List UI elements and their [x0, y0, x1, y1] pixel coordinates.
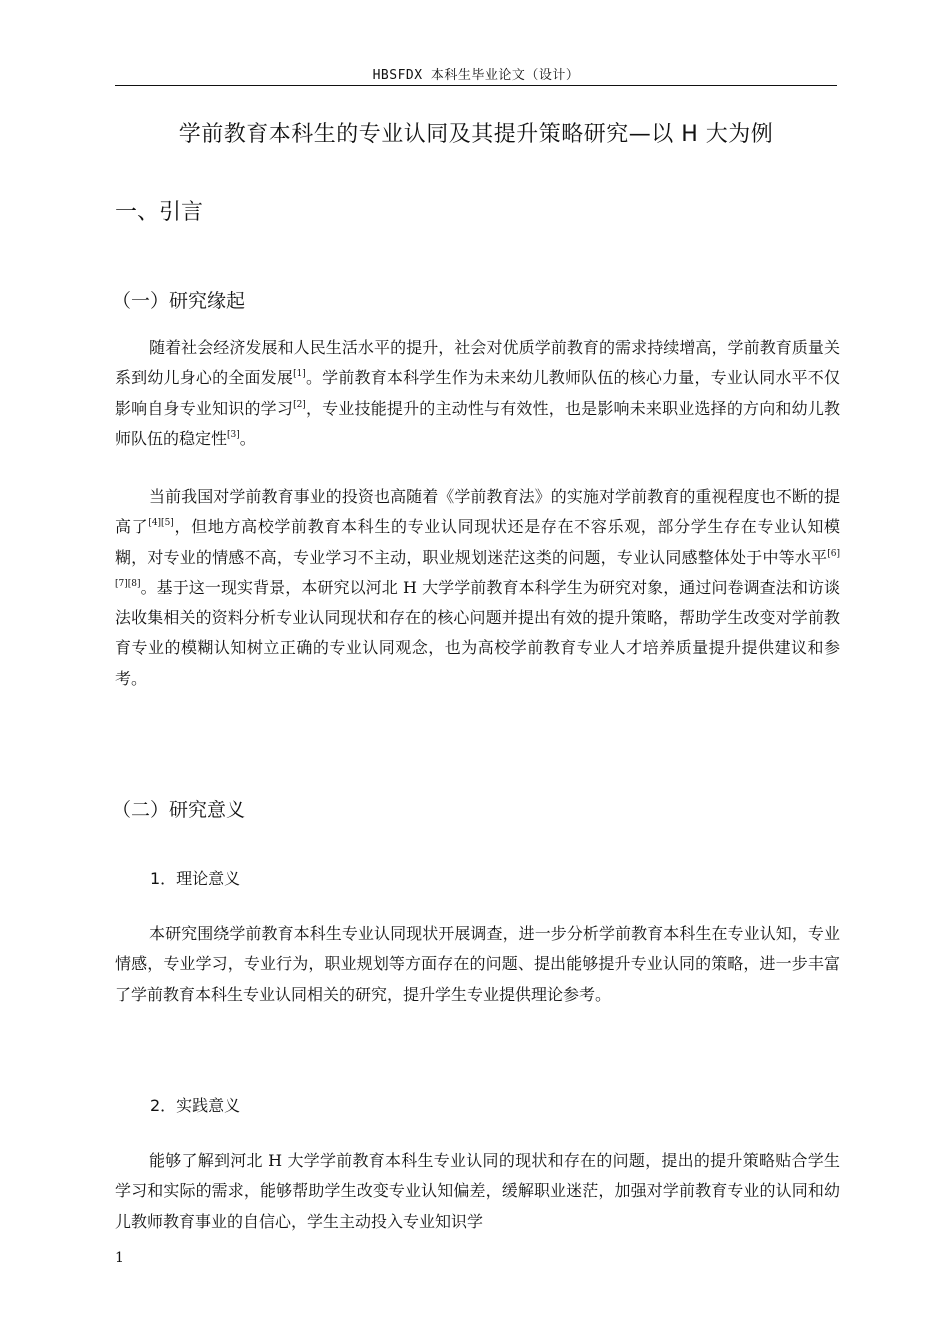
paragraph-text: ，专业技能提升的主动性与有效性，也是影响未来职业选择的方向和幼儿教师队伍的稳定性	[115, 398, 840, 448]
paragraph-text: 。	[239, 428, 256, 448]
page-number: 1	[115, 1250, 124, 1266]
paragraph-text: ，但地方高校学前教育本科生的专业认同现状还是存在不容乐观，部分学生存在专业认知模糊，对专业的情感不高，专业学习不主动，职业规划迷茫这类的问题，专业认同感整体处于中等水平	[115, 517, 840, 567]
citation-ref: [1]	[293, 369, 306, 380]
paragraph-theoretical: 本研究围绕学前教育本科生专业认同现状开展调查，进一步分析学前教育本科生在专业认知，专业情感，专业学习，专业行为，职业规划等方面存在的问题、提出能够提升专业认同的策略，进一步丰富了学前教育本科生专业认同相关的研究，提升学生专业提供理论参考。	[115, 924, 840, 1004]
paragraph-practical: 能够了解到河北 H 大学学前教育本科生专业认同的现状和存在的问题，提出的提升策略贴合学生学习和实际的需求，能够帮助学生改变专业认知偏差，缓解职业迷茫，加强对学前教育专业的认同和幼儿教师教育事业的自信心，学生主动投入专业知识学	[115, 1151, 840, 1231]
section-heading-introduction: 一、引言	[115, 200, 204, 225]
paragraph-text: 。基于这一现实背景，本研究以河北 H 大学学前教育本科学生为研究对象，通过问卷调查法和访谈法收集相关的资料分析专业认同现状和存在的核心问题并提出有效的提升策略，帮助学生改变对学前教育专业的模糊认知树立正确的专业认同观念，也为高校学前教育专业人才培养质量提升提供建议和参考。	[115, 577, 840, 688]
subsection-heading-significance: （二）研究意义	[112, 799, 246, 821]
item-heading-practical: 2．实践意义	[150, 1096, 241, 1115]
document-title: 学前教育本科生的专业认同及其提升策略研究—以 H 大为例	[178, 122, 774, 147]
paragraph-origin-2	[115, 482, 840, 694]
paragraph-text: 随着社会经济发展和人民生活水平的提升，社会对优质学前教育的需求持续增高，学前教育质量关系到幼儿身心的全面发展	[115, 338, 840, 388]
citation-ref: [4][5]	[148, 518, 174, 529]
header-rule	[115, 85, 837, 86]
citation-ref: [3]	[227, 429, 240, 440]
subsection-heading-origin: （一）研究缘起	[112, 290, 246, 312]
citation-ref: [2]	[293, 399, 306, 410]
page-header: HBSFDX 本科生毕业论文（设计）	[372, 68, 580, 83]
paragraph-text: 当前我国对学前教育事业的投资也高随着《学前教育法》的实施对学前教育的重视程度也不断的提高了	[115, 487, 840, 537]
citation-ref: [6][7][8]	[115, 548, 840, 589]
paragraph-origin-1	[115, 333, 840, 454]
paragraph-text: 。学前教育本科学生作为未来幼儿教师队伍的核心力量，专业认同水平不仅影响自身专业知识的学习	[115, 368, 840, 418]
item-heading-theoretical: 1．理论意义	[150, 869, 241, 888]
